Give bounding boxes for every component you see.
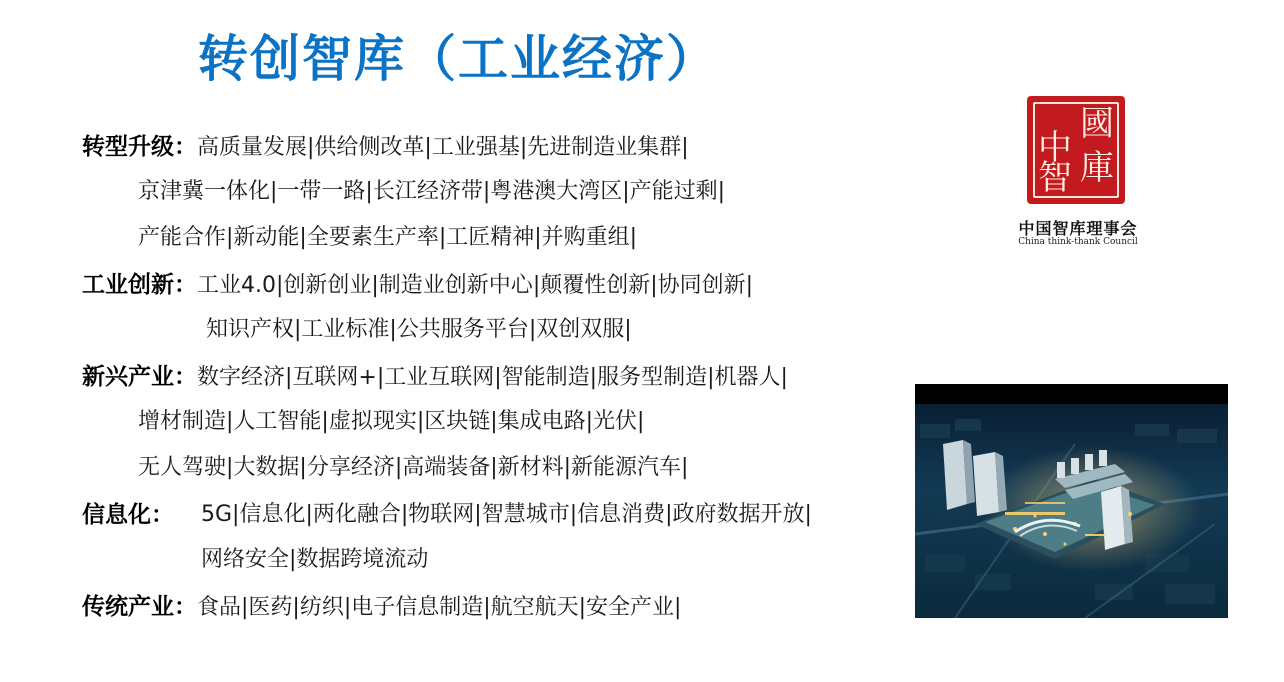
keyword-line: 产能合作|新动能|全要素生产率|工匠精神|并购重组| (138, 225, 638, 250)
section-emerging-industries (82, 362, 788, 393)
china-think-tank-council-logo (1003, 96, 1153, 256)
section-label: 信息化： (82, 502, 174, 528)
section-informatization (82, 500, 174, 531)
seal-char: 智 (1038, 158, 1072, 198)
seal-icon (1027, 96, 1125, 204)
keyword-line: 知识产权|工业标准|公共服务平台|双创双服| (206, 317, 632, 342)
section-label: 工业创新： (82, 272, 197, 298)
section-label: 转型升级： (82, 134, 197, 160)
keyword-line: 京津冀一体化|一带一路|长江经济带|粤港澳大湾区|产能过剩| (138, 179, 726, 204)
seal-char: 庫 (1080, 148, 1114, 188)
section-transformation (82, 132, 689, 163)
keyword-line: 5G|信息化|两化融合|物联网|智慧城市|信息消费|政府数据开放| (201, 502, 812, 527)
page-title: 转创智库（工业经济） (198, 30, 718, 88)
keyword-line: 食品|医药|纺织|电子信息制造|航空航天|安全产业| (197, 595, 682, 620)
seal-char: 中 (1038, 128, 1072, 168)
keyword-line: 高质量发展|供给侧改革|工业强基|先进制造业集群| (197, 135, 689, 160)
section-traditional-industries (82, 592, 681, 623)
keyword-line: 工业4.0|创新创业|制造业创新中心|颠覆性创新|协同创新| (197, 273, 754, 298)
seal-char: 國 (1080, 104, 1114, 144)
industrial-park-night-photo (915, 384, 1228, 618)
logo-name: 中国智库理事会 (1018, 219, 1138, 238)
section-industrial-innovation (82, 270, 753, 301)
section-label: 新兴产业： (82, 364, 197, 390)
keyword-line: 无人驾驶|大数据|分享经济|高端装备|新材料|新能源汽车| (138, 455, 689, 480)
logo-name-en: China think-thank Council (1018, 237, 1138, 247)
keyword-line: 网络安全|数据跨境流动 (201, 547, 429, 572)
section-label: 传统产业： (82, 594, 197, 620)
keyword-line: 增材制造|人工智能|虚拟现实|区块链|集成电路|光伏| (138, 409, 645, 434)
keyword-line: 数字经济|互联网+|工业互联网|智能制造|服务型制造|机器人| (197, 365, 788, 390)
